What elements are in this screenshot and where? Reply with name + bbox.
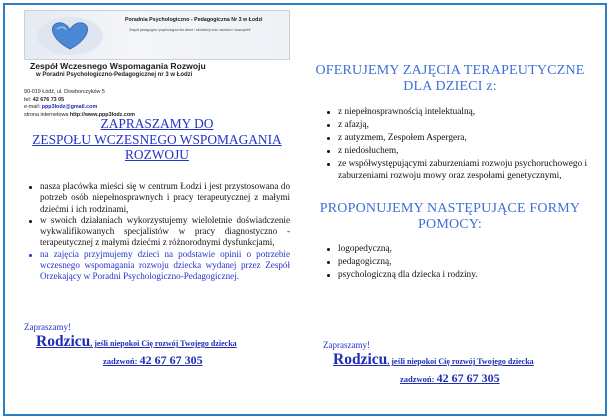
- address: 90-019 Łódź, ul. Dowborczyków 5: [24, 89, 105, 95]
- team-name: Zespół Wczesnego Wspomagania Rozwoju: [30, 61, 206, 71]
- heart-logo-icon: [35, 15, 105, 57]
- list-item: pedagogiczną,: [326, 256, 596, 268]
- left-heading-line2: ZESPOŁU WCZESNEGO WSPOMAGANIA: [32, 131, 282, 147]
- right-rodzicu-word: Rodzicu: [333, 351, 388, 368]
- help-heading-line1: PROPONUJEMY NASTĘPUJĄCE FORMY: [319, 201, 581, 216]
- left-bullet-list: [28, 181, 290, 283]
- right-phone-label: zadzwoń:: [400, 374, 435, 384]
- list-item: z autyzmem, Zespołem Aspergera,: [326, 132, 596, 144]
- list-item: nasza placówka mieści się w centrum Łodzi i jest przystosowana do potrzeb osób niepełnosprawnych i pracy terapeutycznej z małymi dziećmi i ich rodzinami,: [28, 181, 290, 215]
- web-link[interactable]: http://www.ppp3lodz.com: [69, 111, 135, 118]
- list-item: logopedyczną,: [326, 243, 596, 255]
- offer-heading-line1: OFERUJEMY ZAJĘCIA TERAPEUTYCZNE: [315, 63, 585, 78]
- header-banner: [24, 10, 290, 60]
- tel-label: tel:: [24, 96, 32, 103]
- contact-block: [24, 89, 254, 119]
- email-link[interactable]: ppp3lodz@gmail.com: [41, 104, 98, 111]
- left-heading-line3: ROZWOJU: [125, 147, 189, 162]
- left-rodzicu-rest: , jeśli niepokoi Cię rozwój Twojego dziecka: [90, 339, 237, 348]
- left-heading: [12, 116, 302, 163]
- list-item: z niedosłuchem,: [326, 145, 596, 157]
- right-heading-help: [300, 201, 600, 233]
- help-heading-line2: POMOCY:: [418, 217, 482, 232]
- right-invite: Zapraszamy!: [323, 340, 370, 350]
- web-label: strona internetowa: [24, 111, 69, 118]
- phone-contact: [24, 97, 254, 105]
- left-phone-label: zadzwoń:: [103, 356, 138, 366]
- list-item: w swoich działaniach wykorzystujemy wieloletnie doświadczenie wykwalifikowanych specjalistów w pracy diagnostyczno - terapeutycznej z małymi dziećmi z różnorodnymi dysfunkcjami,: [28, 215, 290, 249]
- left-invite: Zapraszamy!: [24, 322, 71, 332]
- banner-subtitle: Zespół pedagogów i psychologów dla dzieci i młodzieży oraz rodziców i nauczycieli: [129, 28, 251, 32]
- email-label: e-mail:: [24, 104, 41, 111]
- list-item: psychologiczną dla dziecka i rodziny.: [326, 269, 596, 281]
- list-item: na zajęcia przyjmujemy dzieci na podstawie opinii o potrzebie wczesnego wspomagania rozwoju dziecka wydanej przez Zespół Orzekający w Poradni Psychologiczno-Pedagogicznej.: [28, 249, 290, 283]
- offer-heading-line2: DLA DZIECI z:: [403, 79, 497, 94]
- list-item: z afazją,: [326, 119, 596, 131]
- left-phone-number: 42 67 67 305: [139, 353, 203, 367]
- right-rodzicu-line: [333, 351, 534, 369]
- left-heading-line1: ZAPRASZAMY DO: [100, 116, 214, 131]
- left-phone-line: [103, 353, 203, 368]
- email-contact: [24, 104, 254, 112]
- banner-title: Poradnia Psychologiczno - Pedagogiczna Nr 3 w Łodzi: [125, 17, 263, 23]
- team-organization: w Poradni Psychologiczno-Pedagogicznej nr 3 w Łodzi: [36, 72, 193, 78]
- list-item: ze współwystępującymi zaburzeniami rozwoju psychoruchowego i zaburzeniami rozwoju mowy oraz zespołami genetycznymi,: [326, 158, 596, 182]
- tel-value: 42 676 73 05: [32, 96, 65, 103]
- help-list: [326, 243, 596, 282]
- right-heading-offer: [300, 63, 600, 95]
- list-item: z niepełnosprawnością intelektualną,: [326, 106, 596, 118]
- right-phone-line: [400, 371, 500, 386]
- offer-list: [326, 106, 596, 183]
- right-phone-number: 42 67 67 305: [436, 371, 500, 385]
- left-rodzicu-line: [36, 333, 237, 351]
- right-rodzicu-rest: , jeśli niepokoi Cię rozwój Twojego dziecka: [387, 357, 534, 366]
- left-rodzicu-word: Rodzicu: [36, 333, 91, 350]
